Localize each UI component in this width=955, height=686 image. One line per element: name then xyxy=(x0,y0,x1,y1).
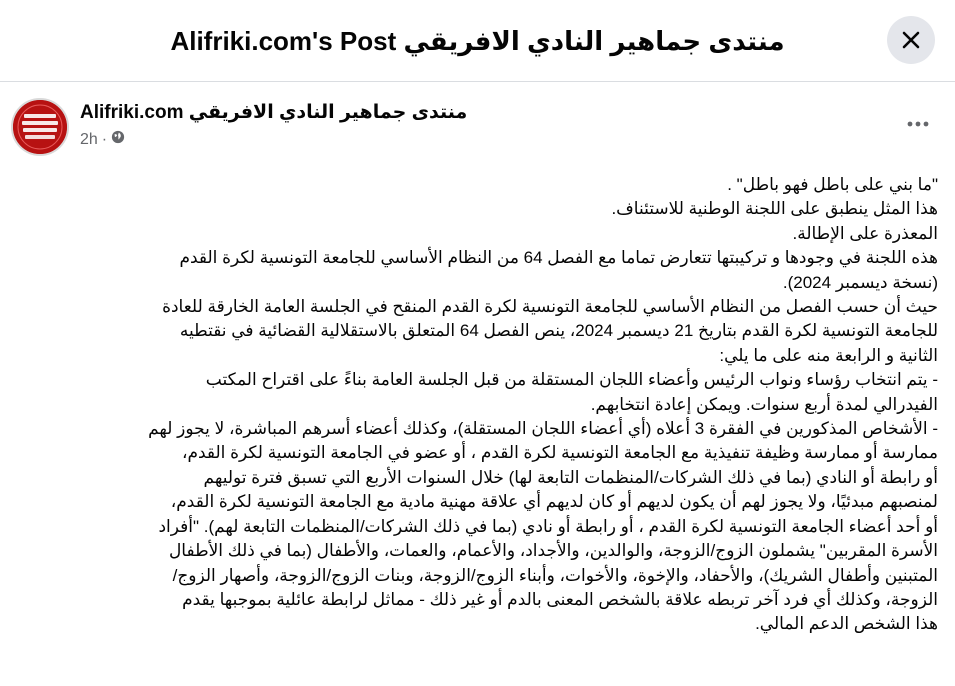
post-text-line: "ما بني على باطل فهو باطل" . xyxy=(727,175,938,194)
post-text-line: هذه اللجنة في وجودها و تركيبتها تتعارض تماما مع الفصل 64 من النظام الأساسي للجامعة التونسية لكرة القدم xyxy=(179,248,938,268)
post-text-line: هذا المثل ينطبق على اللجنة الوطنية للاستئناف. xyxy=(611,199,938,219)
author-name[interactable]: منتدى جماهير النادي الافريقي Alifriki.com xyxy=(80,102,468,123)
post-text-line: أو أحد أعضاء الجامعة التونسية لكرة القدم ، أو رابطة أو نادي (بما في ذلك الشركات/المنظمات التابعة لهم). "أفراد xyxy=(158,516,938,536)
post-meta xyxy=(80,129,125,151)
post-text-line: - الأشخاص المذكورين في الفقرة 3 أعلاه (أي أعضاء اللجان المستقلة)، وكذلك أعضاء أسرهم المباشرة، لا يجوز لهم xyxy=(148,419,938,439)
post-text-line: الفيدرالي لمدة أربع سنوات. ويمكن إعادة انتخابهم. xyxy=(590,394,938,414)
author-avatar[interactable] xyxy=(11,98,69,156)
close-button[interactable] xyxy=(887,16,935,64)
post-time[interactable]: 2h xyxy=(80,131,98,148)
post-text-line: للجامعة التونسية لكرة القدم بتاريخ 21 ديسمبر 2024، ينص الفصل 64 المتعلق بالاستقلالية القضائية في نقتطيه xyxy=(179,321,938,341)
post-text-line: المتبنين وأطفال الشريك)، والأحفاد، والإخوة، والأخوات، وأبناء الزوج/الزوجة، وبنات الزوج/الزوجة، وأصهار الزوج/ xyxy=(172,565,938,585)
club-logo xyxy=(13,100,67,154)
post-text-line: حيث أن حسب الفصل من النظام الأساسي للجامعة التونسية لكرة القدم المنقح في الجلسة العامة الخارقة للعادة xyxy=(162,297,938,317)
post-text-line: لمنصبهم مبدئيًا، ولا يجوز لهم أن يكون لديهم أو كان لديهم أي علاقة مهنية مادية مع الجامعة التونسية لكرة القدم، xyxy=(170,492,938,512)
post-text-line: الثانية و الرابعة منه على ما يلي: xyxy=(719,345,938,365)
post-text-line: الزوجة، وكذلك أي فرد آخر تربطه علاقة بالشخص المعنى بالدم أو غير ذلك - مماثل لرابطة عائلية بموجبها يقدم xyxy=(182,589,938,609)
globe-icon[interactable] xyxy=(111,129,125,151)
dialog-title: منتدى جماهير النادي الافريقي Alifriki.com's Post xyxy=(170,26,785,56)
post-text-line: ممارسة أو ممارسة وظيفة تنفيذية مع الجامعة التونسية لكرة القدم ، أو عضو في الجامعة التونسية لكرة القدم، xyxy=(181,443,938,463)
post-text-line: هذا الشخص الدعم المالي. xyxy=(755,614,938,634)
meta-separator: · xyxy=(101,131,108,148)
post-text-line: (نسخة ديسمبر 2024). xyxy=(782,272,938,292)
post-text-line: - يتم انتخاب رؤساء ونواب الرئيس وأعضاء اللجان المستقلة من قبل الجلسة العامة بناءً على اقتراح المكتب xyxy=(205,370,938,390)
post-dialog-header xyxy=(0,0,955,82)
post-text xyxy=(8,173,938,637)
close-icon xyxy=(899,28,923,52)
post-text-line: أو رابطة أو النادي (بما في ذلك الشركات/المنظمات التابعة لها) خلال السنوات الأربع التي تسبق فترة توليهم xyxy=(203,467,938,487)
post-text-line: المعذرة على الإطالة. xyxy=(792,223,938,243)
post-text-line: الأسرة المقربين" يشملون الزوج/الزوجة، والوالدين، والأجداد، والأعمام، والعمات، والأطفال (بما في ذلك الأطفال xyxy=(168,541,938,561)
more-horizontal-icon xyxy=(904,118,932,130)
more-options-button[interactable] xyxy=(896,108,940,140)
